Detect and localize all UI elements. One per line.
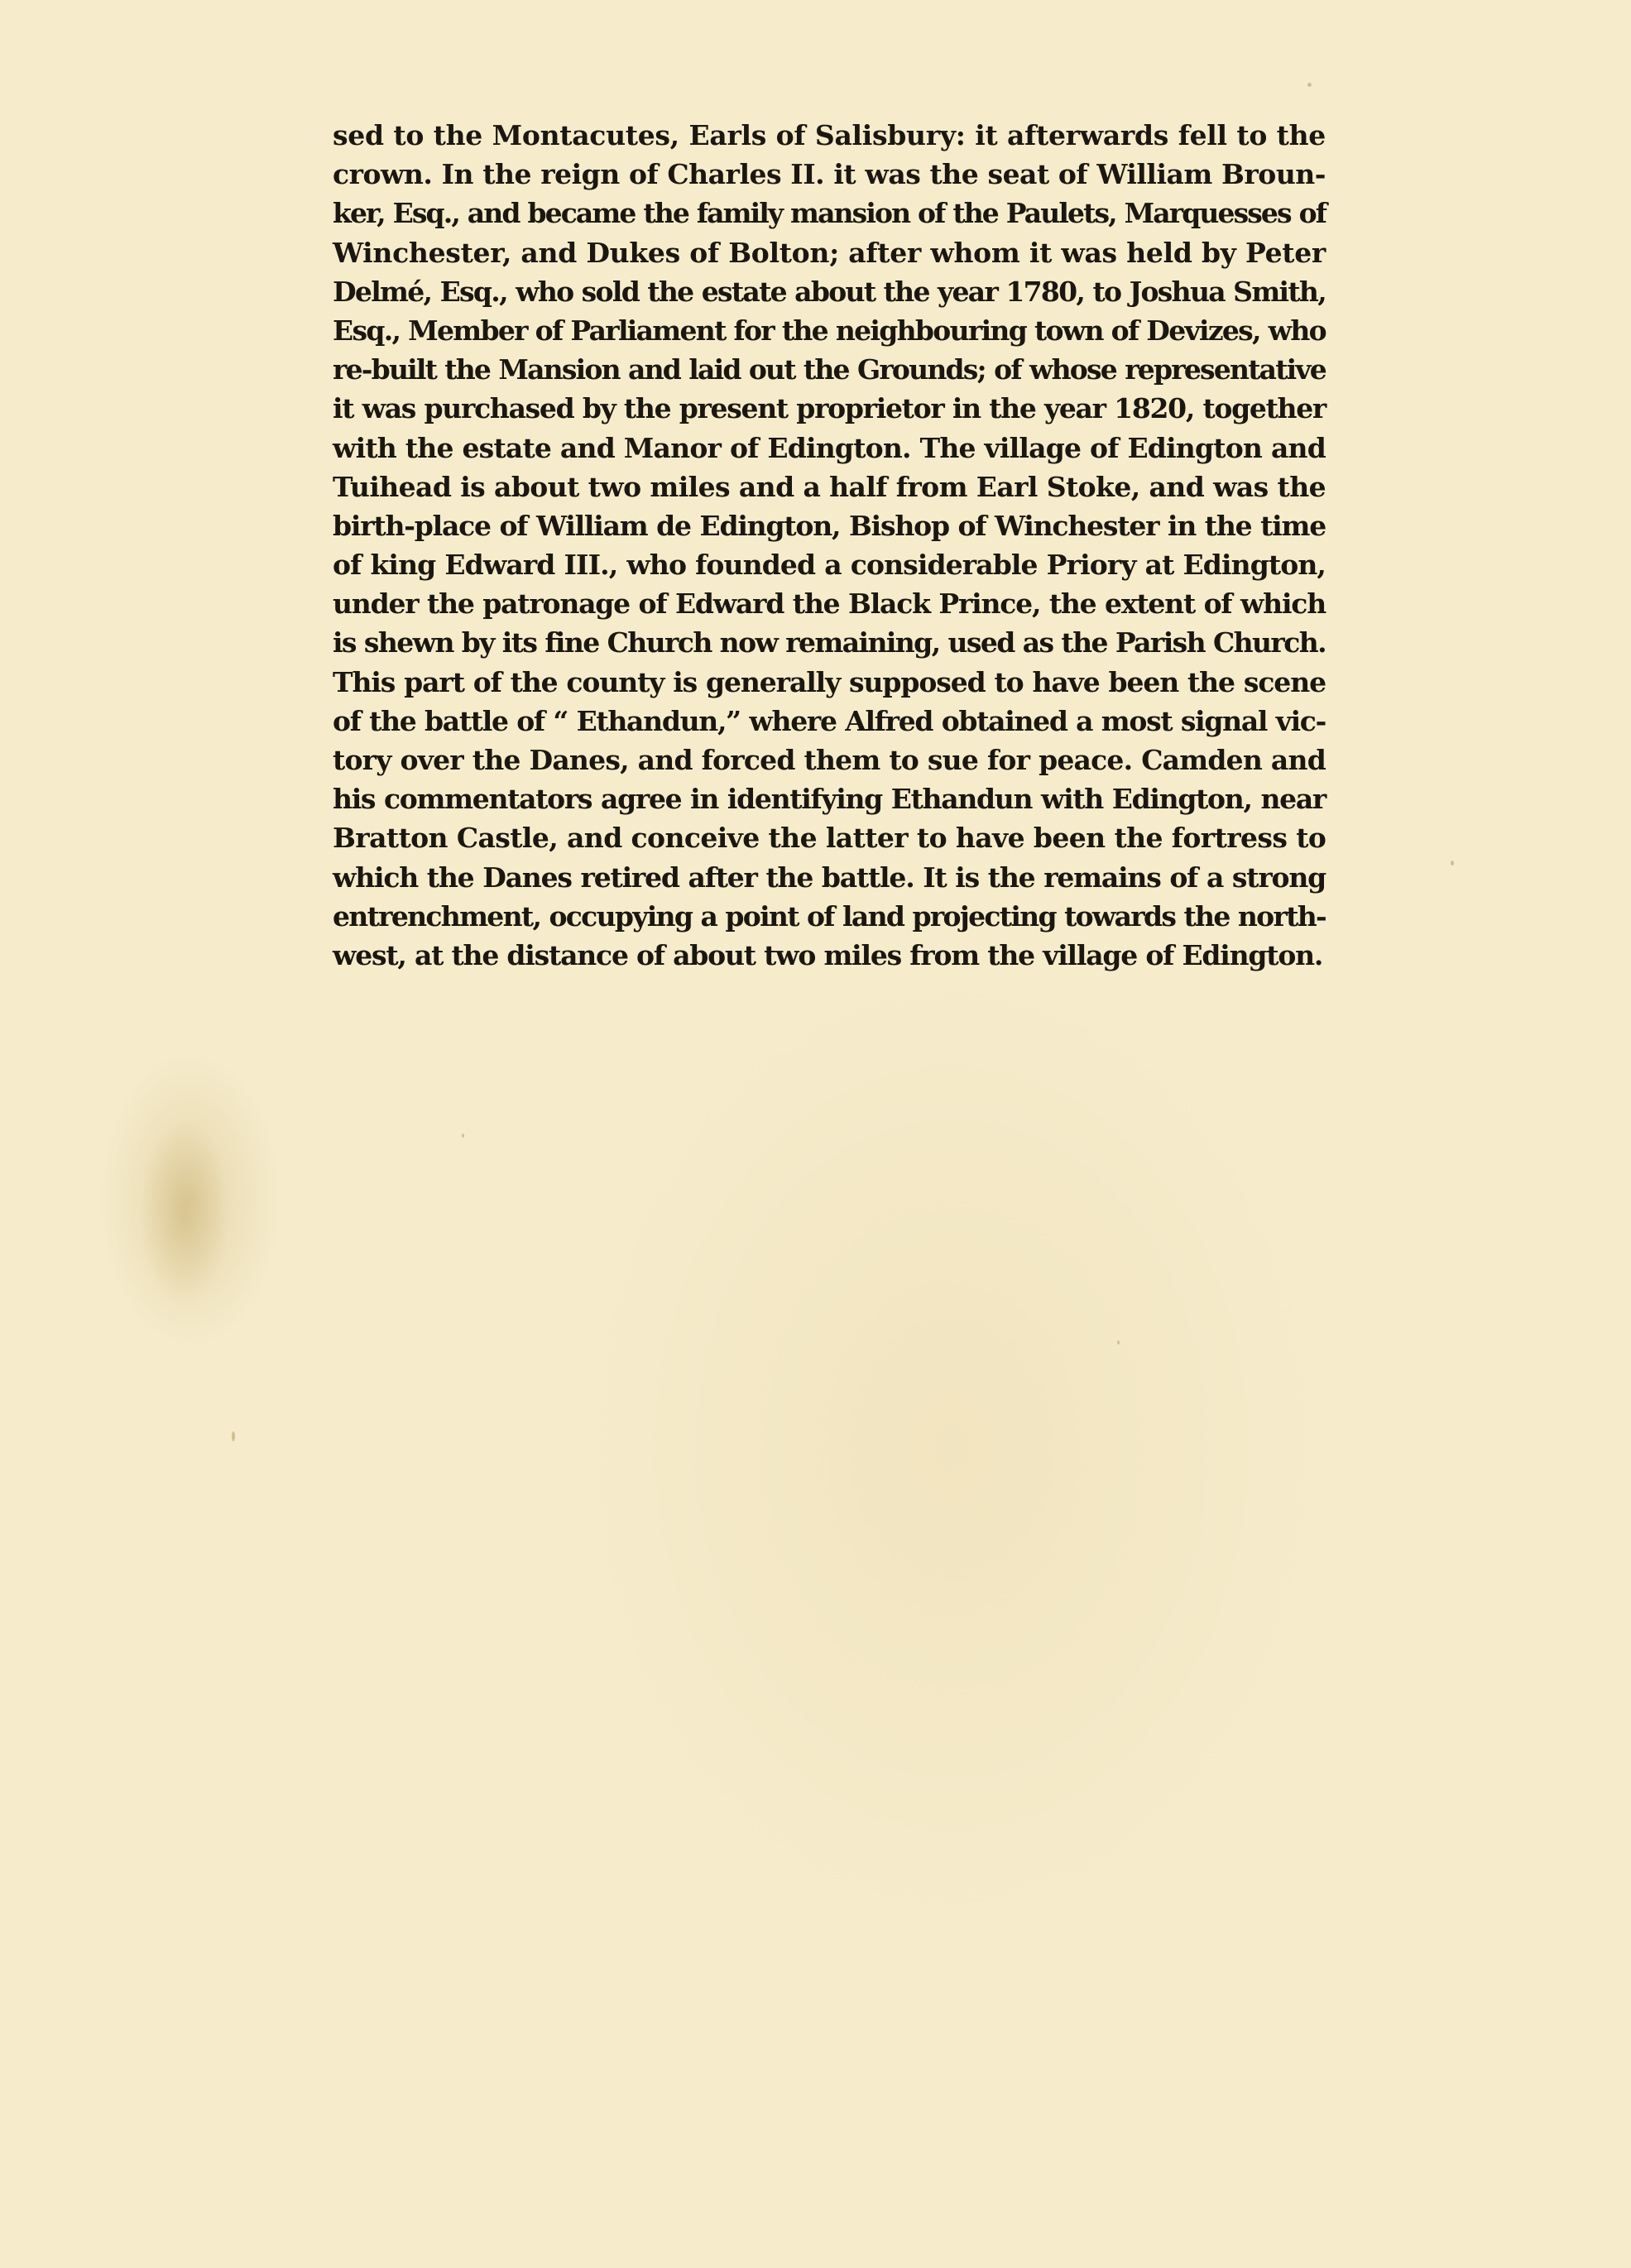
paper-speck xyxy=(1117,1340,1120,1345)
paragraph-line: entrenchment, occupying a point of land projecting towards the north- xyxy=(333,899,1326,933)
paragraph-line: Delmé, Esq., who sold the estate about the year 1780, to Joshua Smith, xyxy=(333,275,1326,308)
paragraph-line: of the battle of “ Ethandun,” where Alfred obtained a most signal vic- xyxy=(333,704,1326,737)
paragraph-line: Tuihead is about two miles and a half from Earl Stoke, and was the xyxy=(333,470,1326,503)
paragraph-line: tory over the Danes, and forced them to sue for peace. Camden and xyxy=(333,744,1326,776)
paragraph-line: west, at the distance of about two miles from the village of Edington. xyxy=(333,938,1323,971)
paragraph-line: it was purchased by the present proprietor in the year 1820, together xyxy=(333,392,1326,425)
paragraph-line: re-built the Mansion and laid out the Grounds; of whose representative xyxy=(333,353,1326,386)
paragraph-line: which the Danes retired after the battle. It is the remains of a strong xyxy=(333,861,1326,894)
paragraph-line: This part of the county is generally supposed to have been the scene xyxy=(333,665,1326,698)
paper-speck xyxy=(1307,83,1312,87)
paragraph-line: of king Edward III., who founded a considerable Priory at Edington, xyxy=(333,549,1326,582)
paper-stain xyxy=(139,1117,230,1307)
paper-speck xyxy=(462,1134,464,1138)
paragraph-line: Winchester, and Dukes of Bolton; after whom it was held by Peter xyxy=(333,236,1326,269)
paragraph-line: Bratton Castle, and conceive the latter to have been the fortress to xyxy=(333,822,1326,855)
paragraph-line: his commentators agree in identifying Ethandun with Edington, near xyxy=(333,783,1326,816)
paragraph-line: sed to the Montacutes, Earls of Salisbury: it afterwards fell to the xyxy=(333,119,1326,151)
paragraph-line: crown. In the reign of Charles II. it was the seat of William Broun- xyxy=(333,158,1326,191)
paragraph-line: Esq., Member of Parliament for the neighbouring town of Devizes, who xyxy=(333,314,1326,347)
paragraph-line: with the estate and Manor of Edington. The village of Edington and xyxy=(333,431,1326,464)
paper-speck xyxy=(232,1431,235,1441)
paragraph-line: is shewn by its fine Church now remaining, used as the Parish Church. xyxy=(333,626,1326,659)
body-paragraph xyxy=(333,116,1326,975)
paragraph-line: ker, Esq., and became the family mansion of the Paulets, Marquesses of xyxy=(333,197,1326,230)
paper-speck xyxy=(1451,861,1454,865)
paragraph-line: birth-place of William de Edington, Bishop of Winchester in the time xyxy=(333,509,1326,542)
paragraph-line: under the patronage of Edward the Black Prince, the extent of which xyxy=(333,587,1326,621)
